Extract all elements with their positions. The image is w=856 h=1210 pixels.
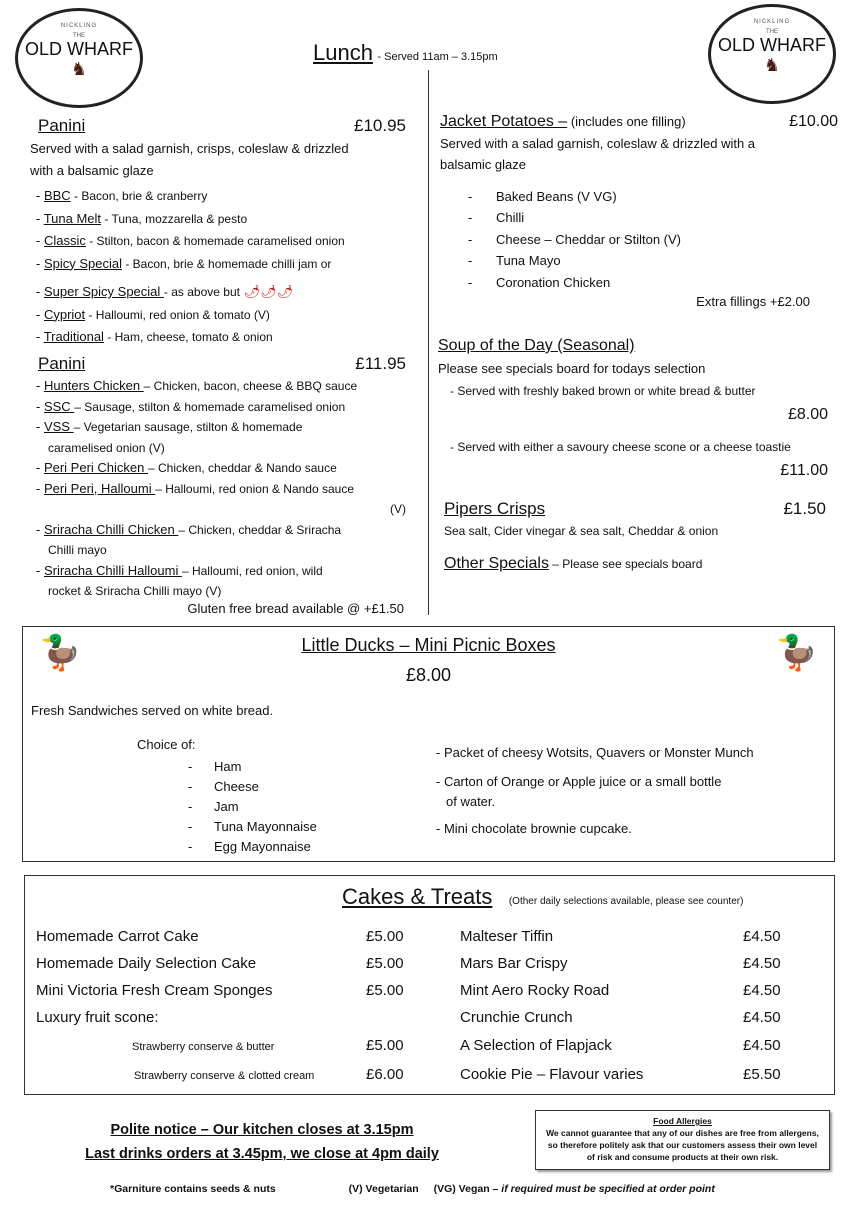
item-desc: - Tuna, mozzarella & pesto — [101, 211, 248, 226]
item-name: Cypriot — [43, 306, 86, 322]
cake-name: A Selection of Flapjack — [460, 1037, 612, 1054]
dash: - — [36, 521, 44, 537]
cake-row — [36, 1037, 404, 1057]
sandwich-name: Cheese — [214, 779, 259, 794]
cake-row — [460, 1037, 781, 1054]
item-desc: - Stilton, bacon & homemade caramelised onion — [85, 234, 345, 248]
item-name: Spicy Special — [43, 255, 122, 271]
logo-right: NICKLING THE OLD WHARF ♞ — [708, 4, 836, 104]
sandwich-name: Ham — [214, 759, 242, 774]
menu-item — [30, 208, 406, 231]
filling-name: Cheese – Cheddar or Stilton (V) — [496, 231, 681, 247]
item-name: VSS — [43, 419, 74, 434]
sandwich-item — [188, 837, 317, 857]
item-name: Hunters Chicken — [43, 378, 144, 393]
swan-icon: ♞ — [70, 59, 88, 79]
page-title: Lunch - Served 11am – 3.15pm — [313, 40, 498, 65]
item-name: Super Spicy Special — [43, 284, 164, 299]
cake-name: Strawberry conserve & clotted cream — [134, 1070, 315, 1082]
filling-item — [468, 250, 838, 272]
cake-price: £5.00 — [366, 1037, 404, 1054]
menu-item — [30, 185, 406, 208]
dash: - — [188, 759, 193, 774]
dash: - — [36, 284, 44, 299]
item-name: BBC — [43, 188, 71, 203]
item-desc: - Halloumi, red onion & tomato (V) — [85, 307, 270, 322]
dash: - — [468, 274, 473, 290]
cake-name: Luxury fruit scone: — [36, 1009, 159, 1026]
dash: - — [188, 819, 193, 834]
item-desc-cont: rocket & Sriracha Chilli mayo (V) — [48, 584, 222, 598]
soup-section: Soup of the Day (Seasonal) Please see specials board for todays selection - Served with freshly baked brown or white bread & butter £8.00 - Served with either a savoury cheese scone or a cheese toastie £11.00 — [438, 337, 828, 479]
item-desc-cont: caramelised onion (V) — [48, 440, 165, 455]
sandwich-name: Jam — [214, 799, 239, 814]
item-desc: - Ham, cheese, tomato & onion — [103, 330, 273, 344]
menu-item — [30, 458, 406, 479]
dash: - — [468, 231, 473, 247]
item-desc-cont: Chilli mayo — [48, 543, 107, 557]
item-desc: - Bacon, brie & cranberry — [70, 189, 208, 203]
filling-item — [468, 207, 838, 229]
cake-name: Mini Victoria Fresh Cream Sponges — [36, 982, 273, 999]
duck-icon: 🦆 — [775, 634, 818, 672]
cake-row — [36, 955, 404, 972]
dash: - — [36, 562, 44, 578]
cake-price: £4.50 — [743, 1037, 781, 1054]
item-desc: - as above but — [163, 285, 240, 299]
dash: - — [36, 306, 44, 322]
dash: - — [188, 799, 193, 814]
sandwich-name: Tuna Mayonnaise — [214, 819, 317, 834]
filling-name: Coronation Chicken — [496, 274, 611, 290]
panini-section-1: Panini £10.95 Served with a salad garnish, crisps, coleslaw & drizzled with a balsamic glaze - BBC - Bacon, brie & cranberry - Tuna Melt - Tuna, mozzarella & pesto - Classic - Stilton, bacon & homemade caramelised onion - Spicy Special - Bacon, brie & homemade chilli jam or - Super Spicy Special - as above but 🌶🌶🌶 - Cypriot - Halloumi, red onion & tomato (V) - Traditional - Ham, cheese, tomato & onion — [30, 114, 406, 349]
menu-item — [30, 561, 406, 582]
sandwich-item — [188, 757, 317, 777]
swan-icon: ♞ — [763, 55, 781, 75]
logo-left: NICKLING THE OLD WHARF ♞ — [15, 8, 143, 108]
cake-price: £5.00 — [366, 928, 404, 945]
item-name: Peri Peri Chicken — [43, 460, 148, 475]
menu-item — [30, 304, 406, 327]
item-name: Classic — [43, 233, 86, 248]
item-desc: - Bacon, brie & homemade chilli jam or — [122, 256, 332, 271]
menu-item — [30, 230, 406, 253]
cake-row — [460, 955, 781, 972]
cake-name: Homemade Carrot Cake — [36, 928, 199, 945]
cake-price: £4.50 — [743, 982, 781, 999]
dash: - — [468, 253, 473, 268]
footer-notes: *Garniture contains seeds & nuts (V) Vegetarian (VG) Vegan – if required must be specified at order point — [110, 1183, 715, 1195]
filling-item — [468, 272, 838, 294]
cake-row — [36, 982, 404, 999]
item-desc-cont: (V) — [390, 502, 406, 516]
cake-row — [460, 982, 781, 999]
item-name: Sriracha Chilli Chicken — [43, 521, 179, 537]
menu-item — [30, 417, 406, 438]
dash: - — [36, 460, 44, 475]
dash: - — [36, 188, 44, 203]
item-desc: – Vegetarian sausage, stilton & homemade — [73, 420, 303, 434]
cake-row — [460, 928, 781, 945]
item-desc: – Chicken, cheddar & Nando sauce — [148, 461, 337, 475]
cake-price: £4.50 — [743, 928, 781, 945]
menu-item — [30, 520, 406, 541]
dash: - — [36, 255, 44, 271]
little-ducks-box: 🦆 🦆 Little Ducks – Mini Picnic Boxes £8.00 Fresh Sandwiches served on white bread. Choice of: - Ham - Cheese - Jam - Tuna Mayonnaise - Egg Mayonnaise - Packet of cheesy Wotsits, Quavers or Monster Munch - Carton of Orange or Apple juice or a small bottle of water. - Mini chocolate brownie cupcake. — [22, 626, 835, 862]
chilli-pepper-icon: 🌶🌶🌶 — [239, 284, 294, 299]
sandwich-item — [188, 817, 317, 837]
cake-name: Strawberry conserve & butter — [132, 1041, 275, 1053]
cake-name: Mint Aero Rocky Road — [460, 982, 610, 999]
cake-price: £4.50 — [743, 955, 781, 972]
item-desc: – Halloumi, red onion, wild — [181, 563, 323, 578]
dash: - — [188, 839, 193, 854]
filling-item — [468, 186, 838, 208]
allergy-box: Food Allergies We cannot guarantee that any of our dishes are free from allergens, so therefore politely ask that our customers assess their own level of risk and consume products at their own risk. — [535, 1110, 830, 1170]
filling-name: Baked Beans (V VG) — [496, 188, 617, 204]
dash: - — [36, 398, 44, 414]
filling-name: Chilli — [496, 210, 525, 225]
column-divider — [428, 70, 429, 615]
dash: - — [468, 188, 473, 204]
menu-item — [30, 376, 406, 397]
cake-price: £5.00 — [366, 982, 404, 999]
sandwich-name: Egg Mayonnaise — [214, 839, 311, 854]
cake-price: £5.50 — [743, 1066, 781, 1083]
dash: - — [36, 480, 44, 496]
filling-name: Tuna Mayo — [496, 253, 561, 268]
item-name: Sriracha Chilli Halloumi — [43, 562, 182, 578]
sandwich-item — [188, 777, 317, 797]
dash: - — [188, 779, 193, 794]
cake-name: Crunchie Crunch — [460, 1009, 573, 1026]
cake-name: Cookie Pie – Flavour varies — [460, 1066, 644, 1083]
sandwich-item — [188, 797, 317, 817]
dash: - — [36, 233, 44, 248]
cake-row — [36, 928, 404, 945]
cake-name: Homemade Daily Selection Cake — [36, 955, 257, 972]
item-desc: – Chicken, cheddar & Sriracha — [178, 522, 342, 537]
cake-price: £5.00 — [366, 955, 404, 972]
dash: - — [36, 329, 44, 344]
cake-price: £4.50 — [743, 1009, 781, 1026]
item-desc: – Sausage, stilton & homemade caramelised onion — [74, 399, 346, 414]
cake-row — [36, 1066, 404, 1086]
menu-item — [30, 326, 406, 349]
menu-item — [30, 281, 406, 304]
dash: - — [468, 210, 473, 225]
duck-icon: 🦆 — [39, 634, 82, 672]
cake-name: Malteser Tiffin — [460, 928, 554, 945]
menu-item — [30, 253, 406, 276]
cake-name: Mars Bar Crispy — [460, 955, 568, 972]
dash: - — [36, 378, 44, 393]
dash: - — [36, 419, 44, 434]
panini-section-2: Panini £11.95 - Hunters Chicken – Chicken, bacon, cheese & BBQ sauce - SSC – Sausage, stilton & homemade caramelised onion - VSS – Vegetarian sausage, stilton & homemade caramelised onion (V) - Peri Peri Chicken – Chicken, cheddar & Nando sauce - Peri Peri, Halloumi – Halloumi, red onion & Nando sauce (V) - Sriracha Chilli Chicken – Chicken, cheddar & Sriracha Chilli mayo - Sriracha Chilli Halloumi – Halloumi, red onion, wild rocket & Sriracha Chilli mayo (V) Gluten free bread available @ +£1.50 — [30, 352, 406, 616]
cake-row — [460, 1009, 781, 1026]
item-name: Peri Peri, Halloumi — [43, 480, 156, 496]
menu-item — [30, 479, 406, 500]
dash: - — [36, 210, 44, 226]
item-desc: – Halloumi, red onion & Nando sauce — [155, 481, 355, 496]
cakes-box: Cakes & Treats (Other daily selections available, please see counter) Homemade Carrot Cake £5.00 Homemade Daily Selection Cake £5.00 Mini Victoria Fresh Cream Sponges £5.00 Luxury fruit scone: Strawberry conserve & butter £5.00 Strawberry conserve & clotted cream £6.00 Malteser Tiffin £4.50 Mars Bar Crispy £4.50 Mint Aero Rocky Road £4.50 Crunchie Crunch £4.50 A Selection of Flapjack £4.50 Cookie Pie – Flavour varies £5.50 — [24, 875, 835, 1095]
filling-item — [468, 229, 838, 251]
crisps-section: Pipers Crisps £1.50 Sea salt, Cider vinegar & sea salt, Cheddar & onion Other Specials – Please see specials board — [444, 499, 826, 572]
polite-notice: Polite notice – Our kitchen closes at 3.15pm Last drinks orders at 3.45pm, we close at 4pm daily — [85, 1122, 439, 1162]
item-name: Traditional — [43, 329, 104, 344]
cake-row — [36, 1009, 366, 1026]
cake-row — [460, 1066, 781, 1083]
item-name: Tuna Melt — [43, 210, 102, 226]
cake-price: £6.00 — [366, 1066, 404, 1083]
item-name: SSC — [43, 398, 75, 414]
jacket-section: Jacket Potatoes – (includes one filling) £10.00 Served with a salad garnish, coleslaw & drizzled with a balsamic glaze - Baked Beans (V VG) - Chilli - Cheese – Cheddar or Stilton (V) - Tuna Mayo - Coronation Chicken Extra fillings +£2.00 — [440, 113, 838, 309]
item-desc: – Chicken, bacon, cheese & BBQ sauce — [143, 379, 358, 393]
menu-item — [30, 397, 406, 418]
